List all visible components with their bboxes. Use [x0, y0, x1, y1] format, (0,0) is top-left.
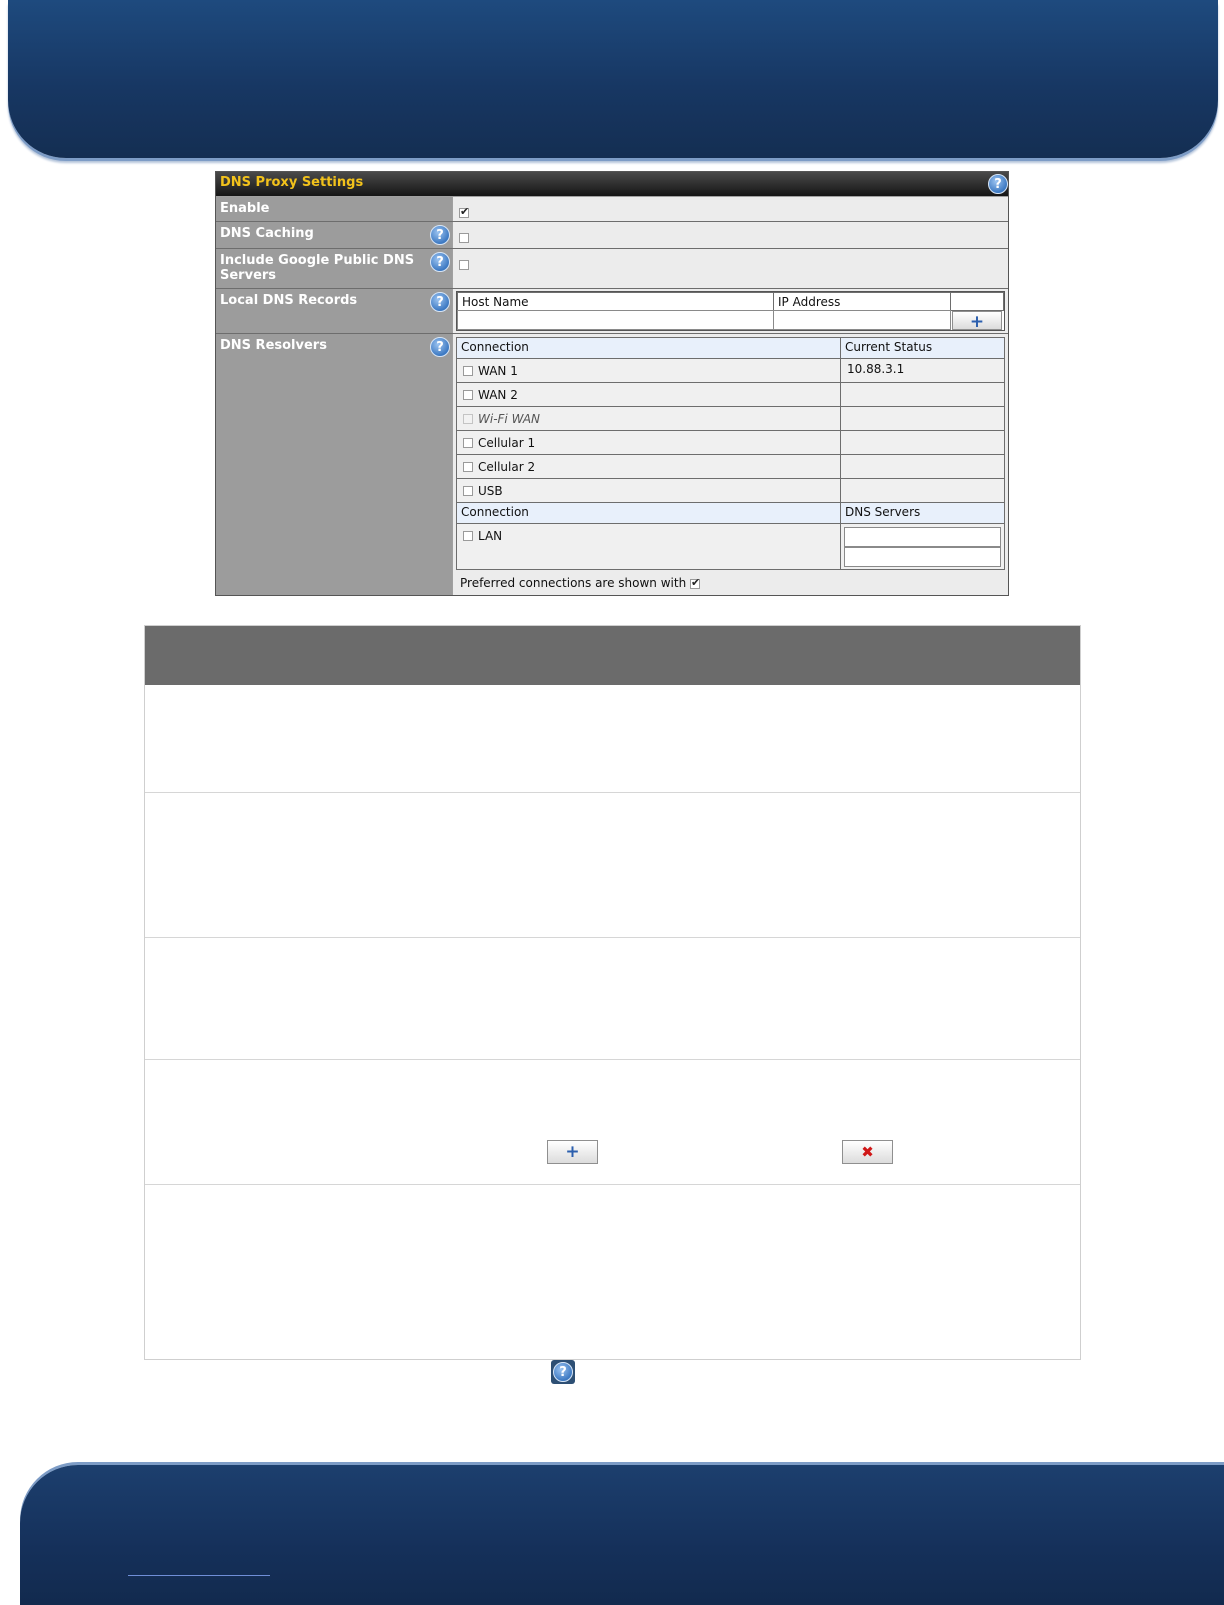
help-icon-illustration — [551, 1360, 575, 1384]
enable-value — [453, 197, 1008, 221]
bottom-banner — [20, 1465, 1224, 1605]
plus-icon: + — [565, 1142, 580, 1162]
preferred-checkmark-icon — [690, 579, 700, 589]
wan-status — [840, 382, 1005, 407]
preferred-note: Preferred connections are shown with ✔ — [460, 576, 700, 590]
current-status-header: Current Status — [840, 337, 1005, 359]
resolver-table — [456, 337, 1005, 570]
footer-link-underline[interactable] — [128, 1575, 270, 1576]
enable-label: Enable — [216, 197, 452, 221]
panel-header — [216, 172, 1008, 196]
wan-row: WAN 2 — [456, 382, 841, 407]
connection-checkbox[interactable] — [463, 438, 473, 448]
ip-address-input[interactable] — [773, 310, 951, 330]
actions-header — [950, 292, 1004, 311]
wan-status — [840, 430, 1005, 455]
connection-checkbox[interactable] — [463, 414, 473, 424]
wan-status — [840, 406, 1005, 431]
wan-row: USB — [456, 478, 841, 503]
local-dns-table — [456, 291, 1005, 331]
local-dns-records-label: Local DNS Records — [216, 289, 452, 333]
wan-status — [840, 454, 1005, 479]
dns-proxy-settings-panel — [215, 171, 1009, 596]
local-dns-records-value — [453, 289, 1008, 333]
wan-row: Cellular 1 — [456, 430, 841, 455]
lan-row: LAN — [456, 523, 841, 570]
delete-button-illustration — [842, 1140, 893, 1164]
table-row — [145, 685, 1080, 793]
description-table-header — [145, 626, 1080, 685]
plus-icon: + — [969, 312, 985, 332]
add-record-button[interactable] — [952, 311, 1002, 330]
wan-status — [840, 478, 1005, 503]
description-table — [144, 625, 1081, 1360]
ip-address-header: IP Address — [773, 292, 951, 311]
connection-checkbox[interactable] — [463, 486, 473, 496]
table-row — [145, 1060, 1080, 1185]
connection-checkbox[interactable] — [463, 390, 473, 400]
help-icon[interactable]: ? — [430, 292, 450, 312]
wan-row: Wi-Fi WAN — [456, 406, 841, 431]
wan-row: Cellular 2 — [456, 454, 841, 479]
dns-resolvers-value — [453, 334, 1008, 595]
table-row — [145, 1185, 1080, 1361]
add-button-illustration — [547, 1140, 598, 1164]
table-row — [145, 793, 1080, 938]
dns-resolvers-label: DNS Resolvers — [216, 334, 452, 595]
google-dns-label: Include Google Public DNS Servers — [216, 249, 452, 288]
dns-caching-value — [453, 222, 1008, 248]
wan-row: WAN 1 — [456, 358, 841, 383]
enable-checkbox[interactable] — [459, 208, 469, 218]
help-icon[interactable]: ? — [430, 252, 450, 272]
dns-server-1-input[interactable] — [844, 527, 1001, 547]
help-icon[interactable]: ? — [430, 225, 450, 245]
panel-title: DNS Proxy Settings — [220, 175, 364, 190]
connection-checkbox[interactable] — [463, 462, 473, 472]
dns-servers-cell — [840, 523, 1005, 570]
top-banner — [8, 0, 1218, 158]
connection-header: Connection — [456, 337, 841, 359]
x-icon: ✖ — [861, 1143, 874, 1161]
dns-caching-checkbox[interactable] — [459, 233, 469, 243]
wan-status: 10.88.3.1 — [840, 358, 1005, 383]
connection-checkbox[interactable] — [463, 366, 473, 376]
host-name-input[interactable] — [457, 310, 774, 330]
dns-caching-label: DNS Caching — [216, 222, 452, 248]
google-dns-checkbox[interactable] — [459, 260, 469, 270]
host-name-header: Host Name — [457, 292, 774, 311]
google-dns-value — [453, 249, 1008, 288]
dns-servers-header: DNS Servers — [840, 502, 1005, 524]
lan-checkbox[interactable] — [463, 531, 473, 541]
table-row — [145, 938, 1080, 1060]
help-icon: ? — [553, 1362, 573, 1382]
dns-server-2-input[interactable] — [844, 547, 1001, 567]
lan-connection-header: Connection — [456, 502, 841, 524]
help-icon[interactable]: ? — [430, 337, 450, 357]
help-icon[interactable]: ? — [988, 174, 1008, 194]
